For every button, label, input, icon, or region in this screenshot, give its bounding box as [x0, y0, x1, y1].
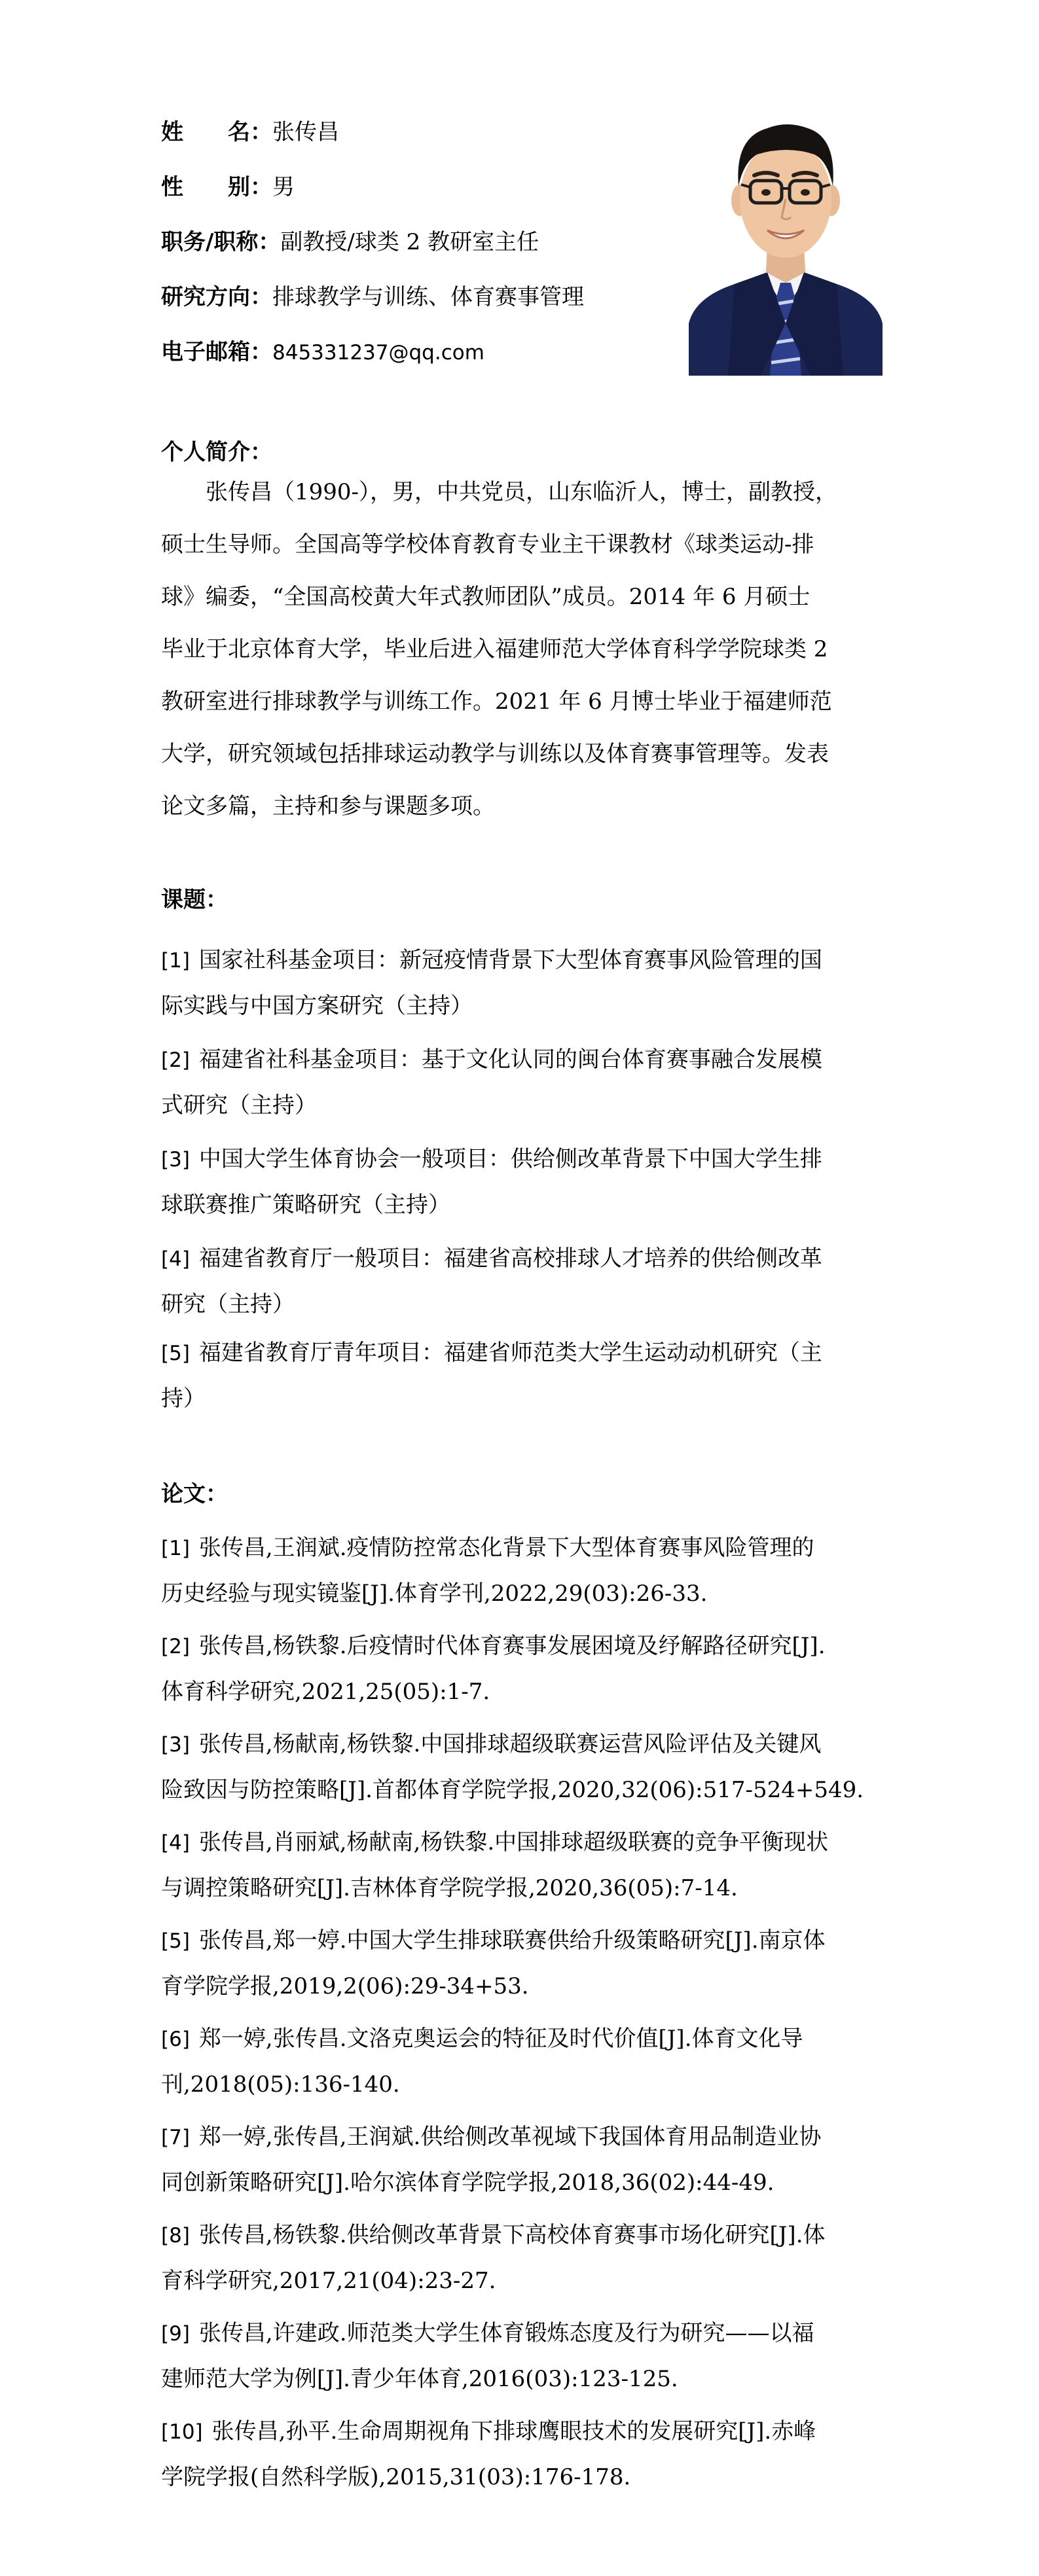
project-number: [4] — [161, 1247, 190, 1271]
project-number: [5] — [161, 1342, 190, 1365]
research-label: 研究方向： — [161, 284, 272, 310]
intro-line: 教研室进行排球教学与训练工作。2021 年 6 月博士毕业于福建师范 — [161, 689, 832, 715]
intro-line: 张传昌（1990-），男，中共党员，山东临沂人，博士，副教授， — [161, 479, 838, 505]
paper-number: [8] — [161, 2224, 190, 2247]
paper-text-line1: 张传昌,杨铁黎.供给侧改革背景下高校体育赛事市场化研究[J].体 — [198, 2222, 826, 2248]
intro-line: 大学，研究领域包括排球运动教学与训练以及体育赛事管理等。发表 — [161, 741, 829, 767]
paper-item — [161, 2114, 894, 2206]
intro-heading: 个人简介： — [161, 439, 272, 465]
research-value: 排球教学与训练、体育赛事管理 — [272, 284, 584, 310]
portrait-photo — [689, 107, 883, 376]
gender-value: 男 — [272, 174, 295, 200]
project-number: [1] — [161, 949, 190, 973]
name-row — [161, 115, 339, 149]
gender-label: 性 别： — [161, 174, 272, 200]
project-text-line2: 研究（主持） — [161, 1291, 295, 1317]
project-number: [2] — [161, 1048, 190, 1072]
project-item — [161, 1330, 894, 1422]
project-text-line1: 福建省教育厅青年项目：福建省师范类大学生运动动机研究（主 — [198, 1340, 822, 1366]
paper-item — [161, 2016, 894, 2107]
paper-number: [3] — [161, 1733, 190, 1757]
intro-line: 球》编委，“全国高校黄大年式教师团队”成员。2014 年 6 月硕士 — [161, 584, 811, 610]
project-text-line1: 福建省教育厅一般项目：福建省高校排球人才培养的供给侧改革 — [198, 1245, 822, 1272]
projects-heading: 课题： — [161, 887, 228, 913]
paper-number: [5] — [161, 1929, 190, 1953]
paper-number: [6] — [161, 2028, 190, 2051]
paper-text-line1: 郑一婷,张传昌,王润斌.供给侧改革视域下我国体育用品制造业协 — [198, 2124, 822, 2150]
title-row — [161, 225, 539, 259]
paper-text-line1: 郑一婷,张传昌.文洛克奥运会的特征及时代价值[J].体育文化导 — [198, 2026, 803, 2052]
project-text-line2: 球联赛推广策略研究（主持） — [161, 1192, 450, 1218]
project-number: [3] — [161, 1148, 190, 1172]
paper-item — [161, 1819, 894, 1911]
email-row — [161, 335, 484, 369]
project-text-line1: 国家社科基金项目：新冠疫情背景下大型体育赛事风险管理的国 — [198, 947, 822, 973]
paper-item — [161, 1721, 894, 1813]
paper-number: [10] — [161, 2420, 203, 2444]
paper-text-line1: 张传昌,杨铁黎.后疫情时代体育赛事发展困境及纾解路径研究[J]. — [198, 1633, 826, 1659]
project-item — [161, 1236, 894, 1327]
intro-paragraph — [161, 466, 894, 832]
paper-text-line2: 同创新策略研究[J].哈尔滨体育学院学报,2018,36(02):44-49. — [161, 2170, 775, 2196]
project-item — [161, 937, 894, 1029]
project-text-line1: 福建省社科基金项目：基于文化认同的闽台体育赛事融合发展模 — [198, 1046, 822, 1073]
intro-line: 毕业于北京体育大学，毕业后进入福建师范大学体育科学学院球类 2 — [161, 636, 828, 662]
project-text-line2: 式研究（主持） — [161, 1092, 317, 1118]
intro-line: 硕士生导师。全国高等学校体育教育专业主干课教材《球类运动-排 — [161, 531, 814, 558]
paper-text-line1: 张传昌,王润斌.疫情防控常态化背景下大型体育赛事风险管理的 — [198, 1535, 814, 1561]
paper-item — [161, 1918, 894, 2009]
paper-text-line2: 历史经验与现实镜鉴[J].体育学刊,2022,29(03):26-33. — [161, 1581, 708, 1607]
paper-number: [4] — [161, 1831, 190, 1855]
email-value: 845331237@qq.com — [272, 341, 484, 365]
paper-text-line2: 育科学研究,2017,21(04):23-27. — [161, 2268, 496, 2294]
paper-text-line1: 张传昌,杨献南,杨铁黎.中国排球超级联赛运营风险评估及关键风 — [198, 1731, 822, 1757]
paper-text-line1: 张传昌,肖丽斌,杨献南,杨铁黎.中国排球超级联赛的竞争平衡现状 — [198, 1829, 829, 1855]
project-item — [161, 1037, 894, 1128]
paper-text-line2: 刊,2018(05):136-140. — [161, 2071, 400, 2098]
paper-text-line2: 育学院学报,2019,2(06):29-34+53. — [161, 1973, 529, 1999]
project-text-line2: 际实践与中国方案研究（主持） — [161, 993, 473, 1019]
paper-number: [2] — [161, 1635, 190, 1658]
intro-line: 论文多篇，主持和参与课题多项。 — [161, 793, 495, 819]
paper-text-line2: 学院学报(自然科学版),2015,31(03):176-178. — [161, 2464, 631, 2490]
name-value: 张传昌 — [272, 119, 339, 145]
email-label: 电子邮箱： — [161, 339, 272, 365]
paper-text-line2: 建师范大学为例[J].青少年体育,2016(03):123-125. — [161, 2366, 678, 2392]
title-value: 副教授/球类 2 教研室主任 — [280, 229, 539, 255]
papers-heading: 论文： — [161, 1481, 228, 1507]
portrait-illustration — [689, 107, 883, 376]
paper-text-line2: 与调控策略研究[J].吉林体育学院学报,2020,36(05):7-14. — [161, 1875, 738, 1901]
project-text-line2: 持） — [161, 1386, 206, 1412]
paper-number: [7] — [161, 2126, 190, 2149]
title-label: 职务/职称： — [161, 229, 281, 255]
paper-item — [161, 1525, 894, 1617]
paper-item — [161, 2212, 894, 2304]
paper-text-line1: 张传昌,许建政.师范类大学生体育锻炼态度及行为研究——以福 — [198, 2320, 814, 2346]
paper-text-line2: 险致因与防控策略[J].首都体育学院学报,2020,32(06):517-524+549. — [161, 1777, 864, 1803]
paper-item — [161, 1623, 894, 1715]
project-text-line1: 中国大学生体育协会一般项目：供给侧改革背景下中国大学生排 — [198, 1146, 822, 1172]
paper-text-line1: 张传昌,孙平.生命周期视角下排球鹰眼技术的发展研究[J].赤峰 — [211, 2418, 816, 2444]
research-row — [161, 280, 584, 314]
project-item — [161, 1136, 894, 1228]
gender-row — [161, 170, 295, 204]
paper-item — [161, 2408, 894, 2500]
paper-number: [9] — [161, 2322, 190, 2346]
paper-number: [1] — [161, 1537, 190, 1560]
name-label: 姓 名： — [161, 119, 272, 145]
paper-text-line2: 体育科学研究,2021,25(05):1-7. — [161, 1679, 490, 1705]
paper-text-line1: 张传昌,郑一婷.中国大学生排球联赛供给升级策略研究[J].南京体 — [198, 1927, 826, 1954]
paper-item — [161, 2310, 894, 2402]
